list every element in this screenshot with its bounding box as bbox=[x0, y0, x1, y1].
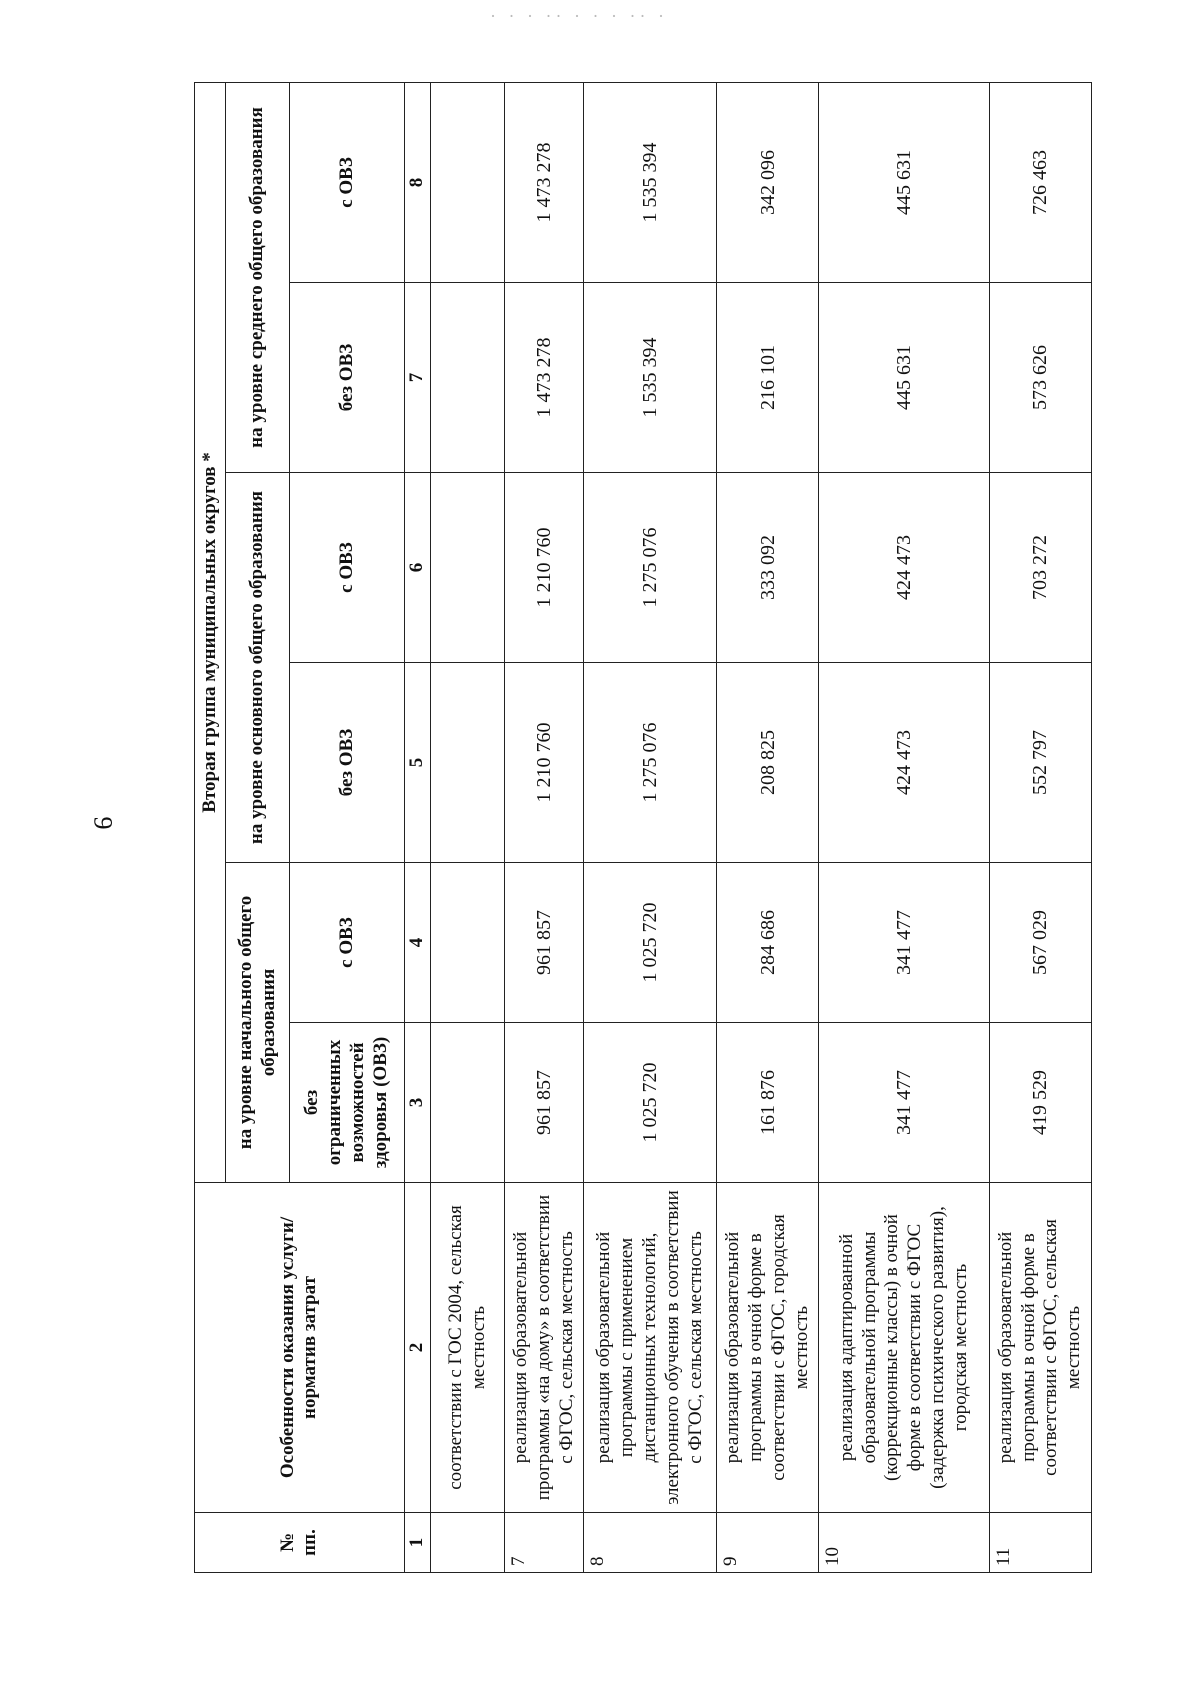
row-number: 8 bbox=[584, 1513, 717, 1573]
header-level-secondary: на уровне среднего общего образования bbox=[225, 82, 289, 472]
header-secondary-without-ovz: без ОВЗ bbox=[290, 283, 404, 473]
header-primary-with-ovz: с ОВЗ bbox=[290, 863, 404, 1023]
cost-norms-table-wrapper bbox=[194, 83, 1092, 1573]
row-value bbox=[430, 663, 505, 863]
row-value bbox=[430, 473, 505, 663]
row-value: 208 825 bbox=[717, 663, 819, 863]
row-value: 1 275 076 bbox=[584, 473, 717, 663]
table-row bbox=[430, 82, 505, 1572]
row-value: 961 857 bbox=[505, 863, 584, 1023]
table-row bbox=[989, 82, 1091, 1572]
row-description: реализация образовательной программы «на дому» в соответствии с ФГОС, сельская местность bbox=[505, 1183, 584, 1513]
row-value: 333 092 bbox=[717, 473, 819, 663]
row-value: 284 686 bbox=[717, 863, 819, 1023]
header-col-number: № пп. bbox=[195, 1513, 405, 1573]
row-value: 703 272 bbox=[989, 473, 1091, 663]
column-index: 4 bbox=[404, 863, 430, 1023]
row-value: 161 876 bbox=[717, 1023, 819, 1183]
row-value bbox=[430, 863, 505, 1023]
row-value: 342 096 bbox=[717, 82, 819, 282]
row-value: 419 529 bbox=[989, 1023, 1091, 1183]
row-number: 10 bbox=[819, 1513, 989, 1573]
scan-marks: · · · ·· · · · ·· · bbox=[490, 6, 668, 26]
table-row bbox=[717, 82, 819, 1572]
row-value: 424 473 bbox=[819, 473, 989, 663]
row-value: 567 029 bbox=[989, 863, 1091, 1023]
row-value: 573 626 bbox=[989, 283, 1091, 473]
row-description: реализация образовательной программы в очной форме в соответствии с ФГОС, сельская местность bbox=[989, 1183, 1091, 1513]
row-description: реализация адаптированной образовательной программы (коррекционные классы) в очной форме в соответствии с ФГОС (задержка психического развития), городская местность bbox=[819, 1183, 989, 1513]
column-index: 5 bbox=[404, 663, 430, 863]
row-number bbox=[430, 1513, 505, 1573]
row-value: 552 797 bbox=[989, 663, 1091, 863]
header-group-title: Вторая группа муниципальных округов * bbox=[195, 82, 226, 1182]
row-value: 341 477 bbox=[819, 863, 989, 1023]
row-value: 961 857 bbox=[505, 1023, 584, 1183]
row-value: 1 535 394 bbox=[584, 82, 717, 282]
column-index-row bbox=[404, 82, 430, 1572]
row-value: 341 477 bbox=[819, 1023, 989, 1183]
row-value: 1 535 394 bbox=[584, 283, 717, 473]
header-level-primary: на уровне начального общего образования bbox=[225, 863, 289, 1183]
row-value: 726 463 bbox=[989, 82, 1091, 282]
row-value: 424 473 bbox=[819, 663, 989, 863]
page-number: 9 bbox=[88, 816, 118, 830]
column-index: 3 bbox=[404, 1023, 430, 1183]
row-value: 445 631 bbox=[819, 82, 989, 282]
row-value: 1 473 278 bbox=[505, 82, 584, 282]
row-description: реализация образовательной программы с применением дистанционных технологий, электронного обучения в соответствии с ФГОС, сельская местность bbox=[584, 1183, 717, 1513]
row-value bbox=[430, 82, 505, 282]
row-number: 11 bbox=[989, 1513, 1091, 1573]
column-index: 1 bbox=[404, 1513, 430, 1573]
header-level-basic: на уровне основного общего образования bbox=[225, 473, 289, 863]
table-row bbox=[584, 82, 717, 1572]
row-value: 1 025 720 bbox=[584, 863, 717, 1023]
header-primary-without-ovz: без ограниченных возможностей здоровья (ОВЗ) bbox=[290, 1023, 404, 1183]
header-col-description: Особенности оказания услуги/норматив затрат bbox=[195, 1183, 405, 1513]
row-value bbox=[430, 1023, 505, 1183]
column-index: 7 bbox=[404, 283, 430, 473]
column-index: 8 bbox=[404, 82, 430, 282]
column-index: 2 bbox=[404, 1183, 430, 1513]
row-value bbox=[430, 283, 505, 473]
row-value: 445 631 bbox=[819, 283, 989, 473]
row-value: 1 210 760 bbox=[505, 473, 584, 663]
header-basic-with-ovz: с ОВЗ bbox=[290, 473, 404, 663]
row-value: 1 025 720 bbox=[584, 1023, 717, 1183]
row-description: соответствии с ГОС 2004, сельская местность bbox=[430, 1183, 505, 1513]
header-secondary-with-ovz: с ОВЗ bbox=[290, 82, 404, 282]
row-description: реализация образовательной программы в очной форме в соответствии с ФГОС, городская местность bbox=[717, 1183, 819, 1513]
cost-norms-table bbox=[194, 82, 1092, 1573]
table-row bbox=[819, 82, 989, 1572]
row-value: 216 101 bbox=[717, 283, 819, 473]
table-row bbox=[505, 82, 584, 1572]
row-value: 1 275 076 bbox=[584, 663, 717, 863]
row-number: 7 bbox=[505, 1513, 584, 1573]
row-value: 1 473 278 bbox=[505, 283, 584, 473]
row-number: 9 bbox=[717, 1513, 819, 1573]
row-value: 1 210 760 bbox=[505, 663, 584, 863]
header-basic-without-ovz: без ОВЗ bbox=[290, 663, 404, 863]
column-index: 6 bbox=[404, 473, 430, 663]
